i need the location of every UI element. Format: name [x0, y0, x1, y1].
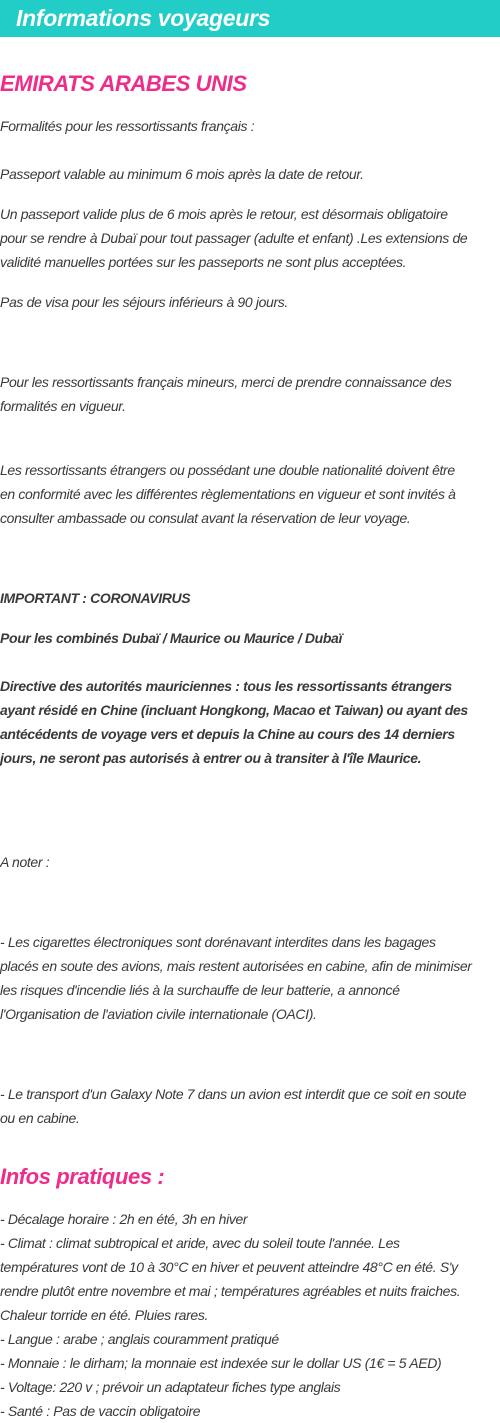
list-item: - Climat : climat subtropical et aride, avec du soleil toute l'année. Les [0, 1235, 400, 1251]
text-line: consulter ambassade ou consulat avant la réservation de leur voyage. [0, 510, 411, 526]
text-line: ou en cabine. [0, 1110, 80, 1126]
text-line: Les ressortissants étrangers ou possédant une double nationalité doivent être [0, 462, 455, 478]
text-line: validité manuelles portées sur les passeports ne sont plus acceptées. [0, 254, 407, 270]
noter-label: A noter : [0, 854, 50, 870]
infos-pratiques-list [0, 1207, 500, 1423]
cigarettes-info [0, 930, 500, 1026]
text-line: placés en soute des avions, mais restent autorisées en cabine, afin de minimiser [0, 958, 472, 974]
text-line: jours, ne seront pas autorisés à entrer ou à transiter à l'île Maurice. [0, 750, 422, 766]
coronavirus-directive [0, 674, 500, 770]
header-banner [0, 0, 500, 37]
important-subtitle: Pour les combinés Dubaï / Maurice ou Maurice / Dubaï [0, 630, 342, 646]
mineurs-info [0, 370, 500, 418]
visa-info: Pas de visa pour les séjours inférieurs à 90 jours. [0, 294, 288, 310]
text-line: antécédents de voyage vers et depuis la Chine au cours des 14 derniers [0, 726, 455, 742]
text-line: Directive des autorités mauriciennes : tous les ressortissants étrangers [0, 678, 452, 694]
text-line: ayant résidé en Chine (incluant Hongkong, Macao et Taiwan) ou ayant des [0, 702, 468, 718]
text-line: formalités en vigueur. [0, 398, 126, 414]
text-line: Pour les ressortissants français mineurs, merci de prendre connaissance des [0, 374, 452, 390]
galaxy-info [0, 1082, 500, 1130]
important-heading: IMPORTANT : CORONAVIRUS [0, 590, 191, 606]
page-title: Informations voyageurs [16, 5, 271, 31]
list-item: - Santé : Pas de vaccin obligatoire [0, 1403, 201, 1419]
list-item: Chaleur torride en été. Pluies rares. [0, 1307, 209, 1323]
list-item: - Voltage: 220 v ; prévoir un adaptateur fiches type anglais [0, 1379, 341, 1395]
infos-pratiques-heading: Infos pratiques : [0, 1164, 165, 1189]
list-item: - Monnaie : le dirham; la monnaie est indexée sur le dollar US (1€ = 5 AED) [0, 1355, 442, 1371]
text-line: pour se rendre à Dubaï pour tout passager (adulte et enfant) .Les extensions de [0, 230, 468, 246]
text-line: - Les cigarettes électroniques sont dorénavant interdites dans les bagages [0, 934, 436, 950]
country-heading: EMIRATS ARABES UNIS [0, 71, 247, 96]
text-line: en conformité avec les différentes règlementations en vigueur et sont invités à [0, 486, 456, 502]
list-item: - Décalage horaire : 2h en été, 3h en hiver [0, 1211, 248, 1227]
passeport-requirement: Passeport valable au minimum 6 mois après la date de retour. [0, 166, 364, 182]
passeport-details [0, 202, 500, 274]
etrangers-info [0, 458, 500, 530]
formalites-intro: Formalités pour les ressortissants français : [0, 118, 255, 134]
text-line: Un passeport valide plus de 6 mois après le retour, est désormais obligatoire [0, 206, 448, 222]
text-line: les risques d'incendie liés à la surchauffe de leur batterie, a annoncé [0, 982, 400, 998]
list-item: rendre plutôt entre novembre et mai ; températures agréables et nuits fraiches. [0, 1283, 461, 1299]
list-item: - Langue : arabe ; anglais couramment pratiqué [0, 1331, 279, 1347]
text-line: - Le transport d'un Galaxy Note 7 dans un avion est interdit que ce soit en soute [0, 1086, 467, 1102]
list-item: températures vont de 10 à 30°C en hiver et peuvent atteindre 48°C en été. S'y [0, 1259, 458, 1275]
text-line: l'Organisation de l'aviation civile internationale (OACI). [0, 1006, 317, 1022]
